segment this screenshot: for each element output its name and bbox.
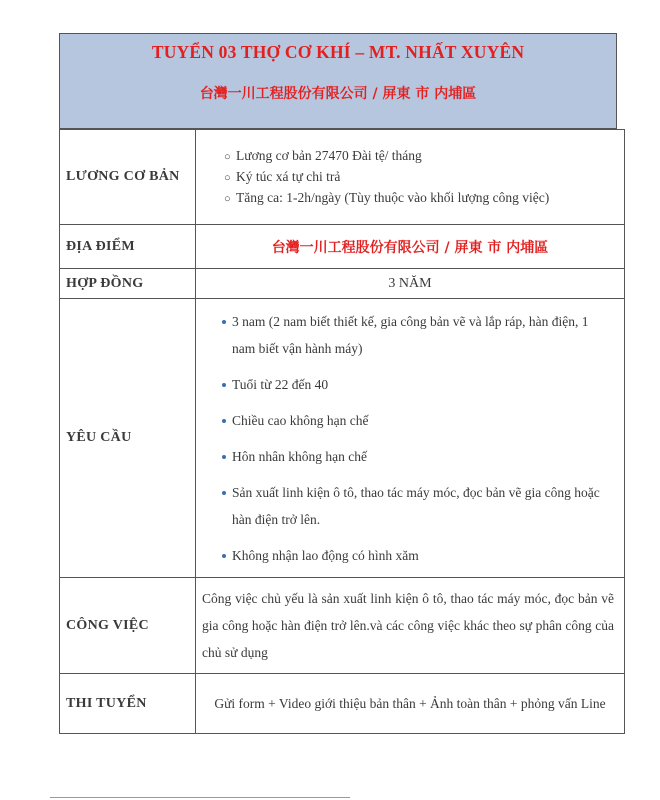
contract-value: 3 NĂM [196, 269, 625, 299]
circle-bullet-icon: ○ [224, 171, 231, 184]
bullet-dot-icon [222, 455, 226, 459]
job-description: Công việc chủ yếu là sản xuất linh kiện ô tô, thao tác máy móc, đọc bản vẽ gia công hoặc hàn điện trở lên.và các công việc khác theo sự phân công của chủ sử dụng [202, 591, 614, 660]
bullet-dot-icon [222, 554, 226, 558]
list-item [224, 167, 624, 188]
bullet-dot-icon [222, 419, 226, 423]
bullet-dot-icon [222, 491, 226, 495]
footer-divider [50, 797, 350, 798]
details-table [59, 129, 625, 734]
requirement-text: Chiều cao không hạn chế [232, 412, 369, 428]
table-row-place [60, 225, 625, 269]
place-value: 台灣一川工程股份有限公司 / 屏東 市 内埔區 [196, 225, 625, 269]
exam-description: Gửi form + Video giới thiệu bản thân + Ảnh toàn thân + phỏng vấn Line [214, 695, 606, 711]
list-item [224, 188, 624, 209]
circle-bullet-icon: ○ [224, 150, 231, 163]
job-value-cell [196, 578, 625, 674]
posting-title: TUYỂN 03 THỢ CƠ KHÍ – MT. NHẤT XUYÊN [151, 42, 525, 62]
requirement-text: Sản xuất linh kiện ô tô, thao tác máy móc, đọc bản vẽ gia công hoặc hàn điện trở lên. [232, 484, 600, 527]
place-label: ĐỊA ĐIỂM [60, 225, 196, 269]
table-row-salary [60, 130, 625, 225]
list-item [222, 542, 610, 569]
job-label: CÔNG VIỆC [60, 578, 196, 674]
list-item [222, 407, 610, 434]
contract-label: HỢP ĐỒNG [60, 269, 196, 299]
salary-item-text: Tăng ca: 1-2h/ngày (Tùy thuộc vào khối lượng công việc) [236, 189, 550, 205]
salary-list [196, 146, 624, 209]
table-row-job [60, 578, 625, 674]
salary-item-text: Lương cơ bản 27470 Đài tệ/ tháng [236, 147, 422, 163]
requirement-text: Tuổi từ 22 đến 40 [232, 376, 329, 392]
table-row-contract [60, 269, 625, 299]
exam-label: THI TUYỂN [60, 674, 196, 734]
bullet-dot-icon [222, 383, 226, 387]
job-posting-sheet [59, 33, 617, 734]
requirements-list [196, 308, 624, 569]
table-row-requirements [60, 299, 625, 578]
list-item [222, 443, 610, 470]
company-name: 台灣一川工程股份有限公司 / 屏東 市 内埔區 [199, 86, 477, 102]
exam-value-cell [196, 674, 625, 734]
requirement-text: 3 nam (2 nam biết thiết kế, gia công bản vẽ và lắp ráp, hàn điện, 1 nam biết vận hành máy) [232, 313, 589, 356]
bullet-dot-icon [222, 320, 226, 324]
list-item [222, 371, 610, 398]
posting-header [59, 33, 617, 129]
list-item [222, 308, 610, 362]
circle-bullet-icon: ○ [224, 192, 231, 205]
requirements-label: YÊU CẦU [60, 299, 196, 578]
requirements-value [196, 299, 625, 578]
salary-value [196, 130, 625, 225]
list-item [222, 479, 610, 533]
list-item [224, 146, 624, 167]
requirement-text: Hôn nhân không hạn chế [232, 448, 367, 464]
table-row-exam [60, 674, 625, 734]
salary-item-text: Ký túc xá tự chi trả [236, 168, 341, 184]
salary-label: LƯƠNG CƠ BẢN [60, 130, 196, 225]
requirement-text: Không nhận lao động có hình xăm [232, 547, 419, 563]
